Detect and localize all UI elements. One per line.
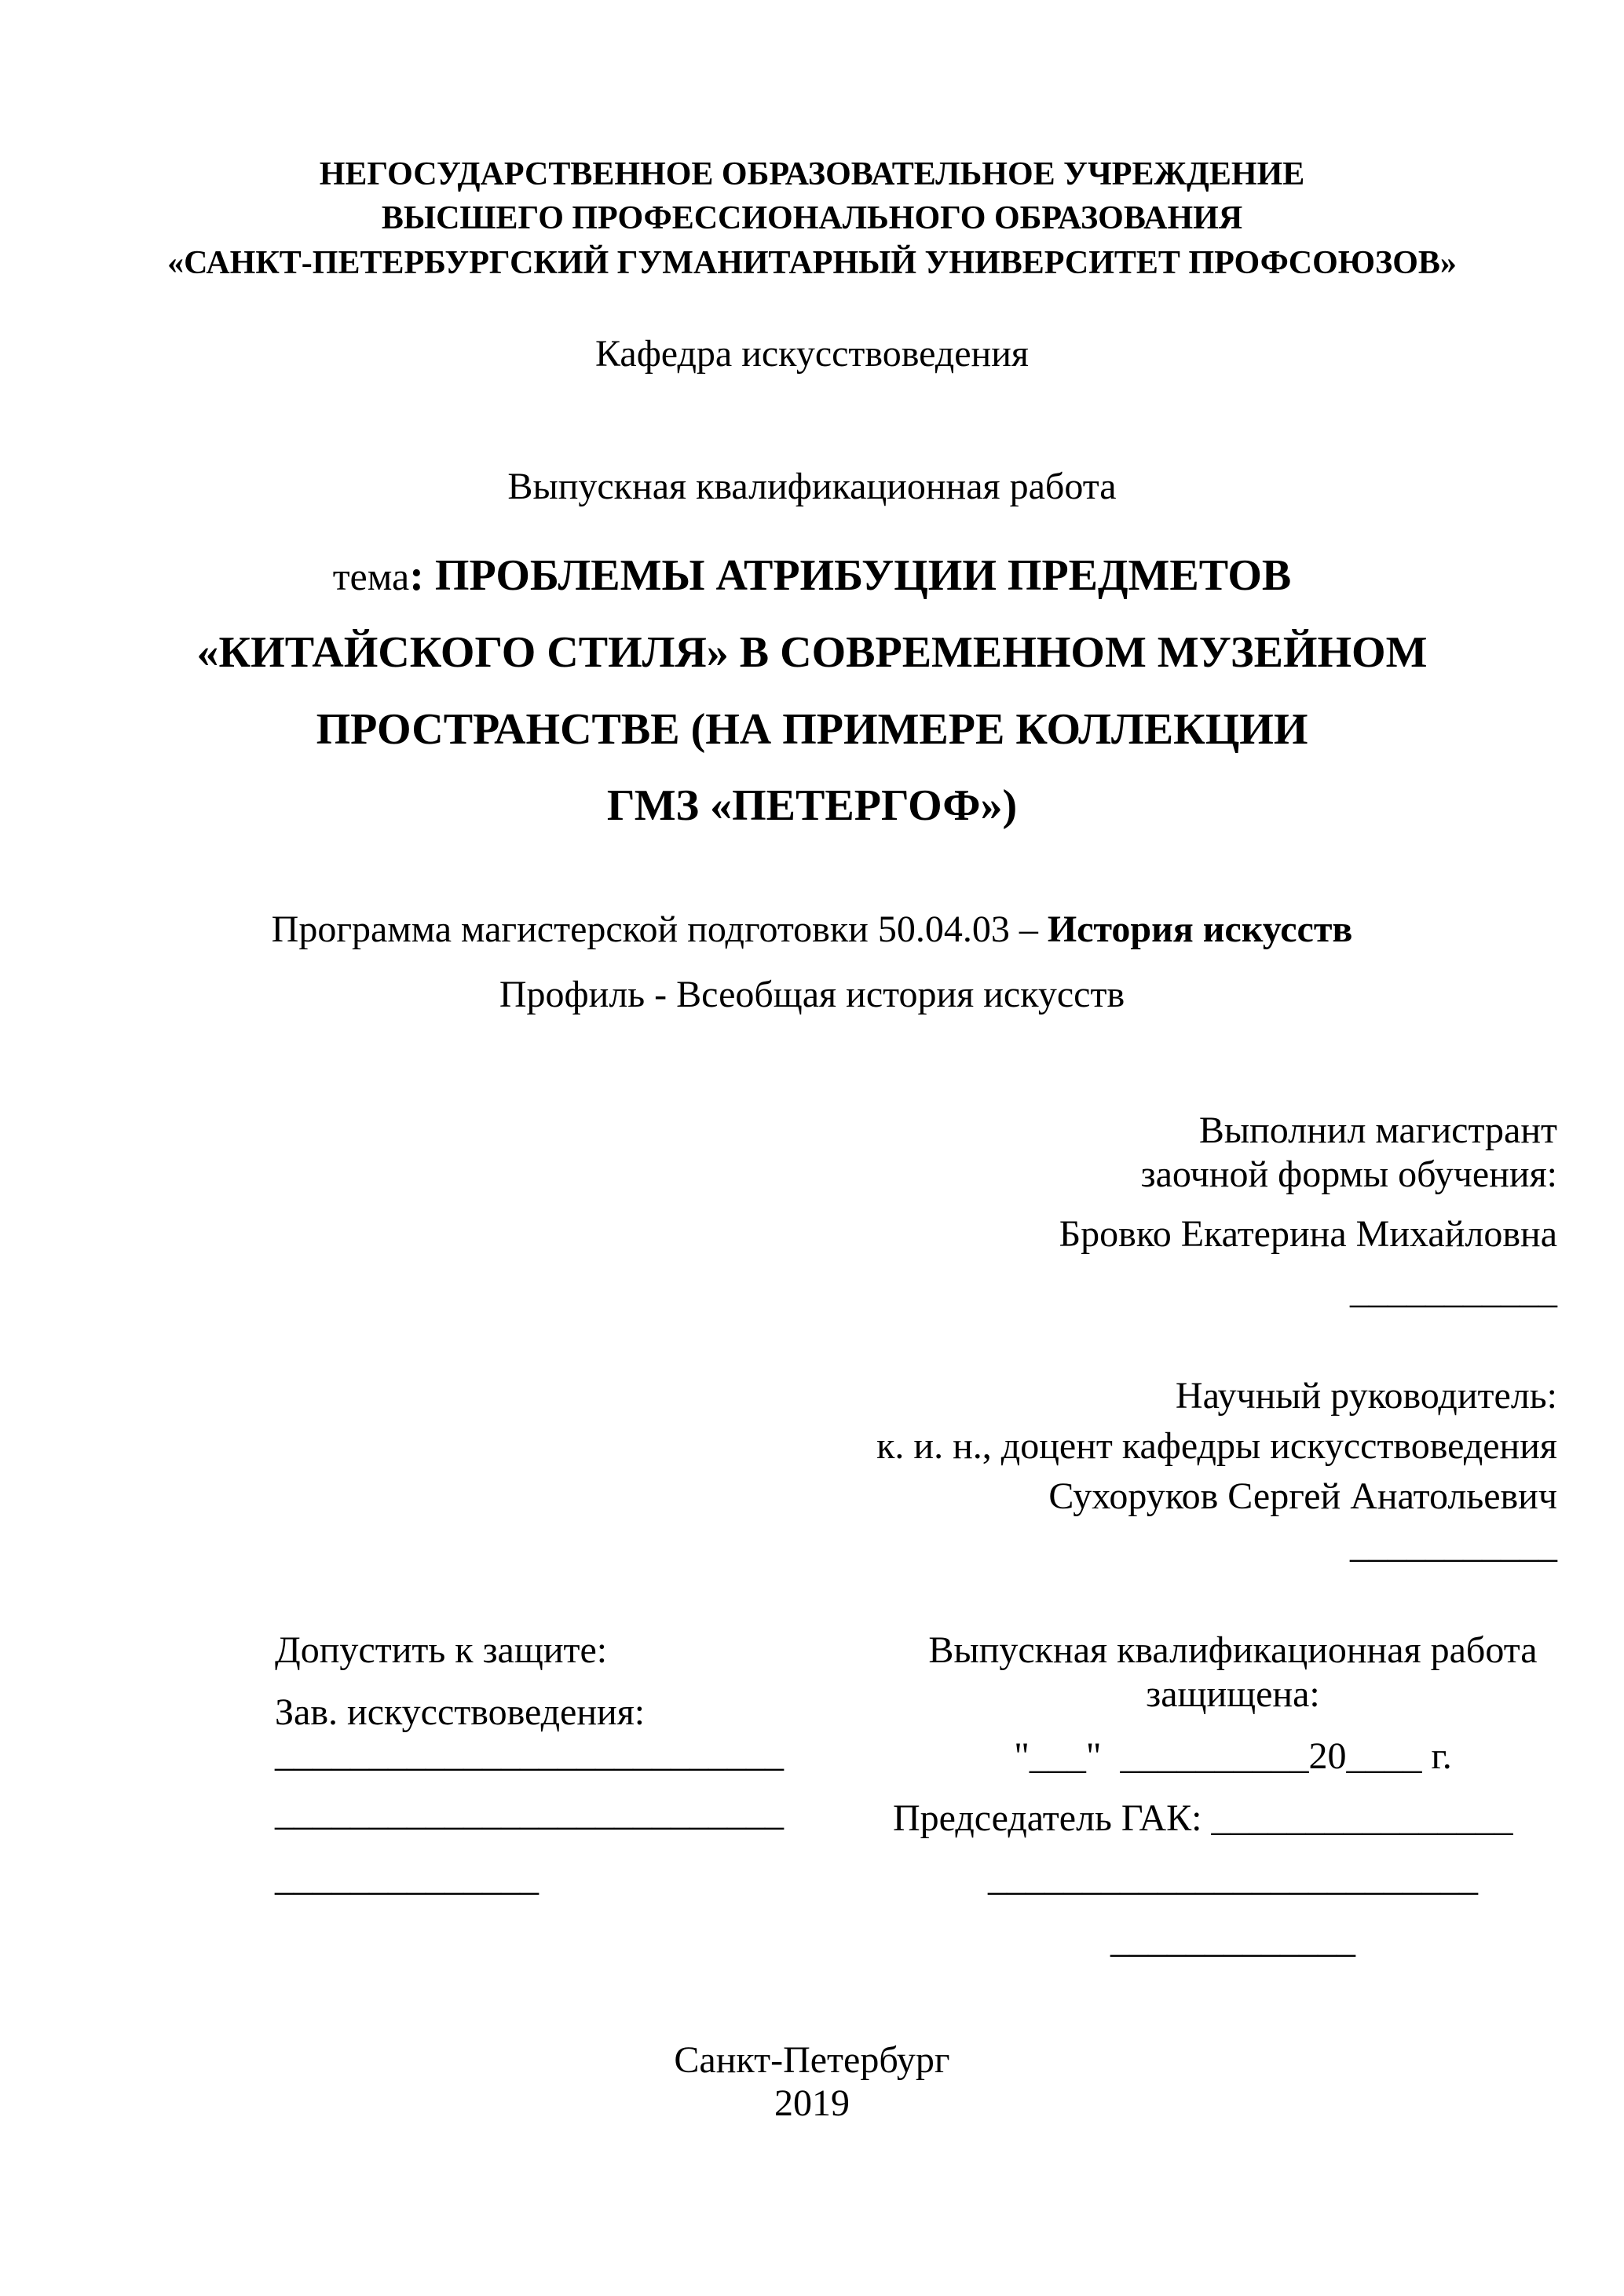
- topic-text-1: : ПРОБЛЕМЫ АТРИБУЦИИ ПРЕДМЕТОВ: [409, 551, 1292, 600]
- admission-label: Допустить к защите:: [275, 1629, 608, 1671]
- defense-date: "___" __________20____ г.: [1014, 1735, 1452, 1777]
- program: [0, 911, 1624, 949]
- defense-line-3: __________________________: [988, 1857, 1478, 1899]
- admission-line-3: ______________: [275, 1857, 539, 1899]
- institution-line-3: «САНКТ-ПЕТЕРБУРГСКИЙ ГУМАНИТАРНЫЙ УНИВЕРСИТЕТ ПРОФСОЮЗОВ»: [167, 245, 1457, 281]
- topic-prefix: тема: [332, 554, 410, 598]
- topic-line-4: ГМЗ «ПЕТЕРГОФ»): [606, 781, 1018, 830]
- admission-line-1: ___________________________: [275, 1733, 784, 1775]
- author-line-1: Выполнил магистрант: [1198, 1110, 1557, 1151]
- defense-chair: Председатель ГАК: ________________: [893, 1797, 1513, 1839]
- year: 2019: [774, 2082, 850, 2124]
- profile: Профиль - Всеобщая история искусств: [499, 974, 1125, 1015]
- supervisor-name: Сухоруков Сергей Анатольевич: [1048, 1475, 1557, 1517]
- topic-line-1: [0, 551, 1624, 600]
- author-signature-line: ___________: [1350, 1270, 1557, 1311]
- defense-line-4: _____________: [1110, 1919, 1355, 1961]
- author-line-2: заочной формы обучения:: [1140, 1153, 1557, 1195]
- work-type: Выпускная квалификационная работа: [507, 466, 1117, 507]
- institution-line-1: НЕГОСУДАРСТВЕННОЕ ОБРАЗОВАТЕЛЬНОЕ УЧРЕЖДЕНИЕ: [319, 156, 1305, 192]
- supervisor-signature-line: ___________: [1350, 1524, 1557, 1566]
- institution-line-2: ВЫСШЕГО ПРОФЕССИОНАЛЬНОГО ОБРАЗОВАНИЯ: [381, 200, 1243, 236]
- admission-line-2: ___________________________: [275, 1792, 784, 1834]
- author-name: Бровко Екатерина Михайловна: [1059, 1213, 1557, 1255]
- program-prefix: Программа магистерской подготовки 50.04.03 –: [271, 909, 1048, 950]
- city: Санкт-Петербург: [674, 2039, 950, 2081]
- supervisor-label: Научный руководитель:: [1175, 1375, 1557, 1417]
- admission-head: Зав. искусствоведения:: [275, 1691, 646, 1733]
- department: Кафедра искусствоведения: [595, 333, 1029, 375]
- topic-line-3: ПРОСТРАНСТВЕ (НА ПРИМЕРЕ КОЛЛЕКЦИИ: [316, 705, 1308, 754]
- supervisor-position: к. и. н., доцент кафедры искусствоведения: [876, 1425, 1557, 1467]
- defense-line-2: защищена:: [1146, 1673, 1320, 1715]
- defense-line-1: Выпускная квалификационная работа: [928, 1629, 1538, 1671]
- topic-line-2: «КИТАЙСКОГО СТИЛЯ» В СОВРЕМЕННОМ МУЗЕЙНОМ: [196, 628, 1428, 677]
- program-name: История искусств: [1047, 909, 1353, 950]
